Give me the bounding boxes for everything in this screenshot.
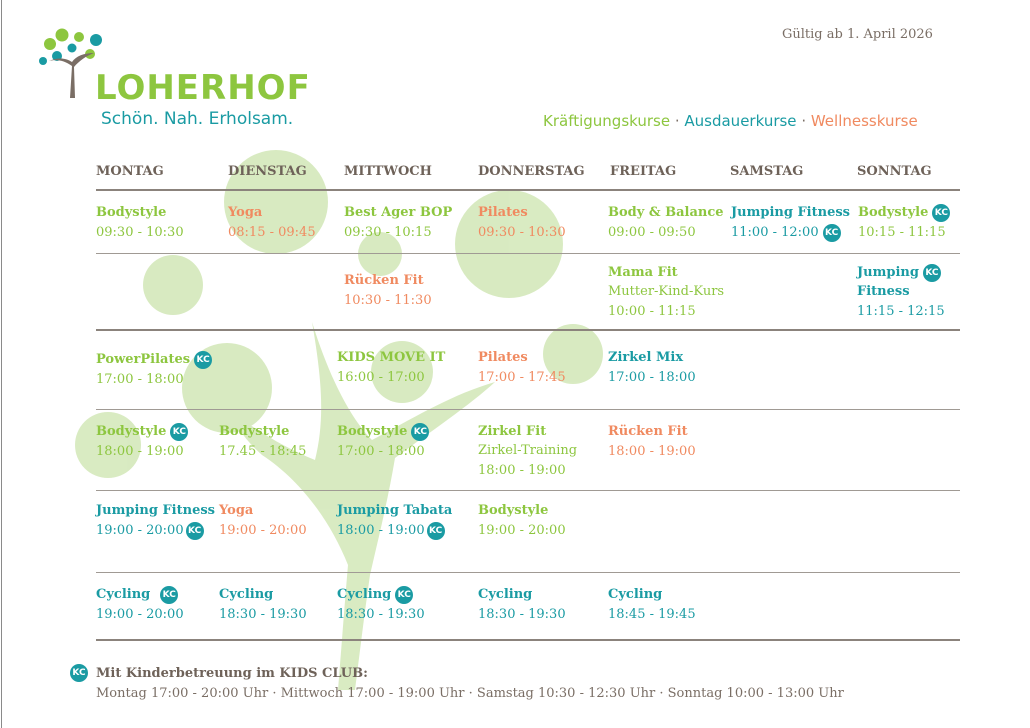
class-cell xyxy=(478,585,566,625)
class-time: 17:00 - 17:45 xyxy=(478,370,566,385)
class-cell xyxy=(858,203,950,243)
kids-club-icon: KC xyxy=(395,586,413,604)
class-title: Body & Balance xyxy=(608,205,724,220)
kids-club-hours: Montag 17:00 - 20:00 Uhr · Mittwoch 17:00 - 19:00 Uhr · Samstag 10:30 - 12:30 Uhr · Sonntag 10:00 - 13:00 Uhr xyxy=(96,686,844,701)
day-header-wednesday: MITTWOCH xyxy=(344,164,432,179)
class-title: PowerPilates xyxy=(96,352,191,367)
class-title: KIDS MOVE IT xyxy=(337,350,446,365)
class-cell xyxy=(96,501,215,541)
class-subtitle: Zirkel-Training xyxy=(478,443,578,458)
kids-club-icon: KC xyxy=(411,423,429,441)
tagline: Schön. Nah. Erholsam. xyxy=(101,109,294,129)
legend-strength: Kräftigungskurse xyxy=(543,112,671,130)
class-cell xyxy=(228,203,316,243)
class-cell xyxy=(96,585,184,625)
class-title: Jumping xyxy=(857,265,919,280)
day-header-tuesday: DIENSTAG xyxy=(228,164,307,179)
class-title: Bodystyle xyxy=(96,205,167,220)
row-divider xyxy=(96,329,960,331)
class-subtitle: Mutter-Kind-Kurs xyxy=(608,284,725,299)
class-time: 09:30 - 10:30 xyxy=(478,225,566,240)
class-title: Bodystyle xyxy=(219,424,290,439)
class-time: 18:00 - 19:00 xyxy=(96,444,184,459)
class-title: Bodystyle xyxy=(478,503,549,518)
class-title: Bodystyle xyxy=(96,424,167,439)
class-time: 11:15 - 12:15 xyxy=(857,304,945,319)
class-title: Bodystyle xyxy=(858,205,929,220)
class-time: 17:00 - 18:00 xyxy=(337,444,425,459)
kids-club-icon: KC xyxy=(170,423,188,441)
brand-name: LOHERHOF xyxy=(95,68,311,108)
class-title: Cycling xyxy=(478,587,533,602)
class-time: 19:00 - 20:00 xyxy=(96,607,184,622)
class-cell xyxy=(478,422,577,481)
class-title: Best Ager BOP xyxy=(344,205,453,220)
class-title: Jumping Fitness xyxy=(96,503,215,518)
class-cell xyxy=(478,501,566,541)
kids-club-icon: KC xyxy=(932,204,950,222)
class-title: Rücken Fit xyxy=(608,424,688,439)
day-header-sunday: SONNTAG xyxy=(857,164,932,179)
row-divider xyxy=(96,490,960,491)
class-time: 18:30 - 19:30 xyxy=(478,607,566,622)
class-time: 18:00 - 19:00 xyxy=(478,463,566,478)
class-cell xyxy=(478,203,566,243)
kids-club-icon: KC xyxy=(186,522,204,540)
class-time: 09:30 - 10:15 xyxy=(344,225,432,240)
class-cell xyxy=(337,422,429,462)
class-cell xyxy=(344,203,452,243)
class-time: 08:15 - 09:45 xyxy=(228,225,316,240)
class-cell xyxy=(608,203,724,243)
kids-club-icon: KC xyxy=(160,586,178,604)
class-cell xyxy=(731,203,850,243)
class-title: Rücken Fit xyxy=(344,273,424,288)
legend-separator: · xyxy=(796,112,811,130)
class-time: 19:00 - 20:00 xyxy=(219,523,307,538)
class-cell xyxy=(608,348,696,388)
class-title: Pilates xyxy=(478,205,528,220)
class-time: 17:00 - 18:00 xyxy=(96,372,184,387)
row-divider xyxy=(96,572,960,573)
class-time: 18:30 - 19:30 xyxy=(219,607,307,622)
class-title: Zirkel Fit xyxy=(478,424,547,439)
category-legend xyxy=(543,112,918,130)
class-time: 10:15 - 11:15 xyxy=(858,225,946,240)
kids-club-icon: KC xyxy=(427,522,445,540)
class-cell xyxy=(344,271,432,311)
class-time: 18:00 - 19:00 xyxy=(608,444,696,459)
day-header-saturday: SAMSTAG xyxy=(730,164,804,179)
class-time: 11:00 - 12:00 xyxy=(731,225,819,240)
class-cell xyxy=(96,350,212,390)
kids-club-icon: KC xyxy=(194,351,212,369)
kids-club-icon: KC xyxy=(70,664,88,682)
class-title: Cycling xyxy=(96,587,151,602)
class-time: 09:00 - 09:50 xyxy=(608,225,696,240)
kids-club-note-title: Mit Kinderbetreuung im KIDS CLUB: xyxy=(96,666,368,681)
class-time: 10:30 - 11:30 xyxy=(344,293,432,308)
class-time: 18:00 - 19:00 xyxy=(337,523,425,538)
kids-club-icon: KC xyxy=(923,264,941,282)
class-cell xyxy=(608,585,696,625)
class-title: Jumping Fitness xyxy=(731,205,850,220)
class-time: 18:45 - 19:45 xyxy=(608,607,696,622)
class-cell xyxy=(219,422,306,462)
class-cell xyxy=(96,203,184,243)
class-time: 16:00 - 17:00 xyxy=(337,370,425,385)
class-cell xyxy=(857,263,945,322)
class-title: Zirkel Mix xyxy=(608,350,684,365)
kids-club-icon: KC xyxy=(823,224,841,242)
row-divider xyxy=(96,253,960,254)
class-time: 19:00 - 20:00 xyxy=(478,523,566,538)
day-header-monday: MONTAG xyxy=(96,164,164,179)
table-bottom-divider xyxy=(96,639,960,641)
class-cell xyxy=(337,585,425,625)
class-title: Jumping Tabata xyxy=(337,503,453,518)
row-divider xyxy=(96,409,960,410)
class-cell xyxy=(608,263,724,322)
class-cell xyxy=(478,348,566,388)
class-title: Mama Fit xyxy=(608,265,678,280)
day-header-thursday: DONNERSTAG xyxy=(478,164,585,179)
class-title: Fitness xyxy=(857,284,910,299)
class-title: Yoga xyxy=(228,205,263,220)
legend-wellness: Wellnesskurse xyxy=(810,112,918,130)
class-cell xyxy=(337,348,445,388)
legend-separator: · xyxy=(670,112,685,130)
class-cell xyxy=(219,501,307,541)
class-time: 10:00 - 11:15 xyxy=(608,304,696,319)
class-cell xyxy=(219,585,307,625)
class-time: 18:30 - 19:30 xyxy=(337,607,425,622)
class-title: Cycling xyxy=(608,587,663,602)
class-cell xyxy=(96,422,188,462)
valid-from-date: Gültig ab 1. April 2026 xyxy=(782,27,933,42)
class-time: 17:00 - 18:00 xyxy=(608,370,696,385)
class-time: 19:00 - 20:00 xyxy=(96,523,184,538)
class-title: Cycling xyxy=(219,587,274,602)
day-header-friday: FREITAG xyxy=(610,164,677,179)
class-title: Bodystyle xyxy=(337,424,408,439)
header-divider xyxy=(96,189,960,191)
class-cell xyxy=(608,422,696,462)
class-title: Yoga xyxy=(219,503,254,518)
class-time: 09:30 - 10:30 xyxy=(96,225,184,240)
legend-endurance: Ausdauerkurse xyxy=(684,112,797,130)
class-title: Pilates xyxy=(478,350,528,365)
class-cell xyxy=(337,501,452,541)
class-title: Cycling xyxy=(337,587,392,602)
class-time: 17.45 - 18:45 xyxy=(219,444,307,459)
logo-tree-icon xyxy=(34,26,110,102)
